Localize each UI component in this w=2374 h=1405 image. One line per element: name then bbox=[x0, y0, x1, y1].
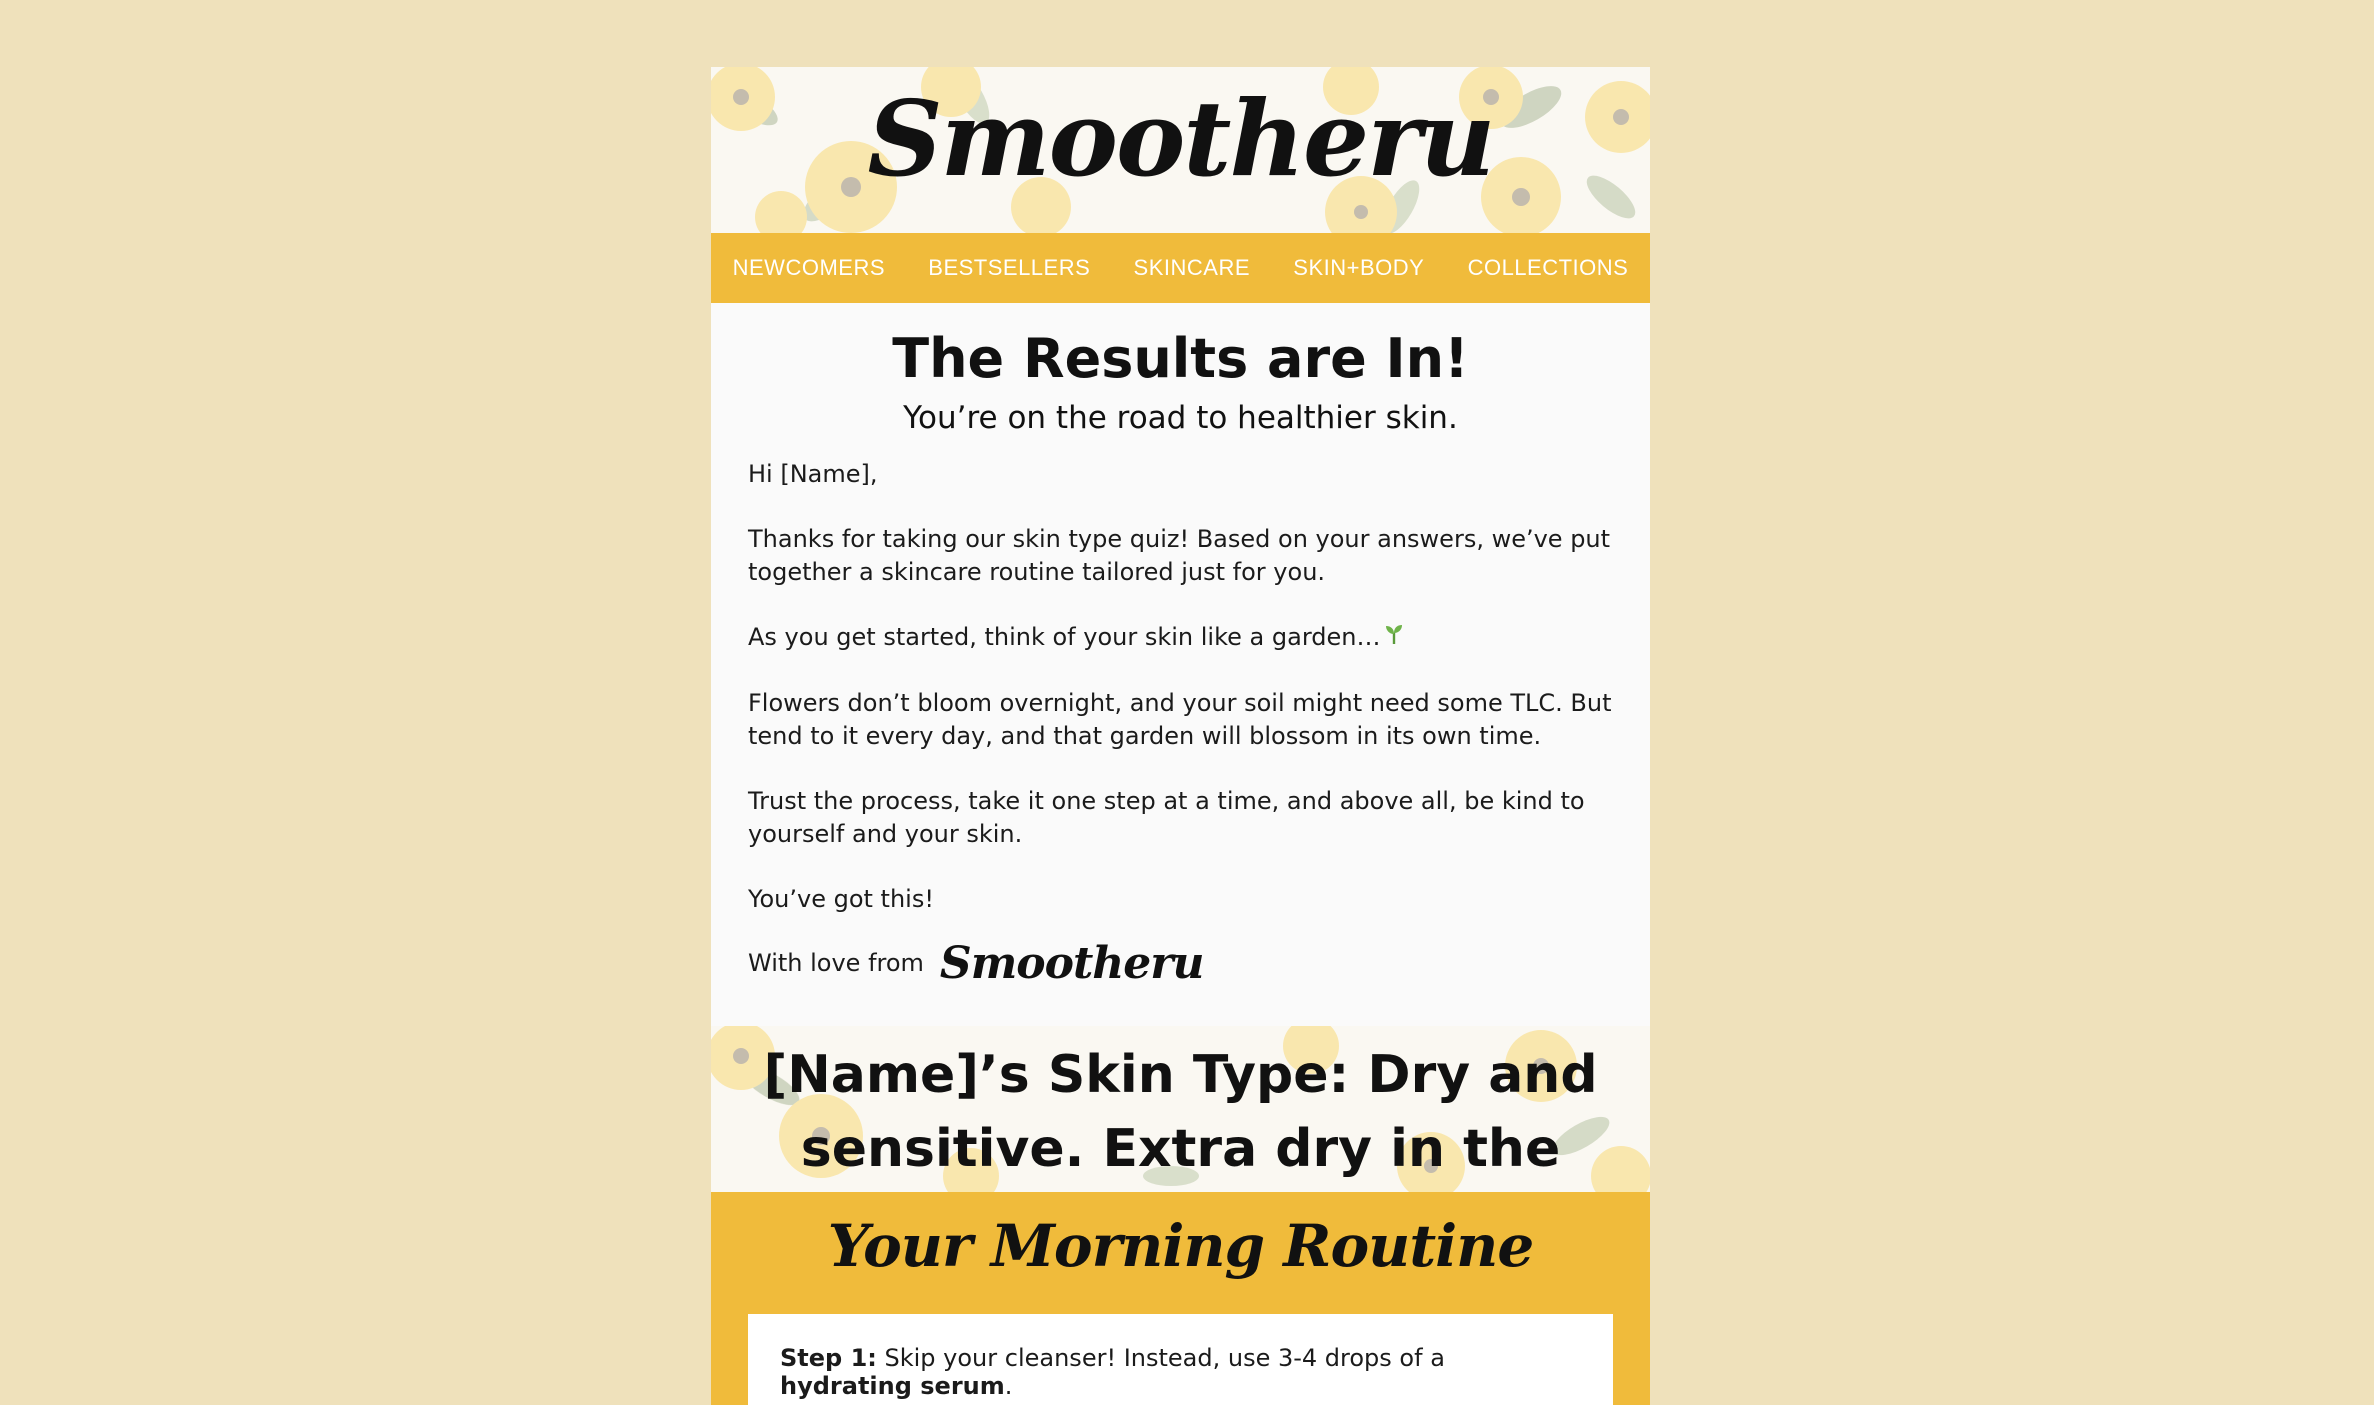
nav-item-collections[interactable]: COLLECTIONS bbox=[1467, 255, 1629, 280]
skin-type-line-1: [Name]’s Skin Type: Dry and bbox=[763, 1044, 1598, 1105]
letter-paragraph: You’ve got this! bbox=[748, 884, 934, 913]
step-text: Skip your cleanser! Instead, use 3-4 drops of a bbox=[876, 1343, 1445, 1372]
step-end: . bbox=[1004, 1371, 1013, 1400]
page-subtitle: You’re on the road to healthier skin. bbox=[903, 400, 1458, 436]
signoff bbox=[748, 934, 1613, 994]
nav-item-skincare[interactable]: SKINCARE bbox=[1133, 255, 1251, 280]
morning-routine-section bbox=[711, 1192, 1650, 1405]
letter-paragraph-text: As you get started, think of your skin like a garden… bbox=[748, 623, 1381, 651]
step-label: Step 1: bbox=[780, 1343, 877, 1372]
routine-title: Your Morning Routine bbox=[827, 1211, 1534, 1280]
routine-step-card bbox=[748, 1314, 1613, 1405]
letter-paragraph: Flowers don’t bloom overnight, and your soil might need some TLC. But tend to it every day, and that garden will blossom in its own time. bbox=[748, 688, 1612, 750]
intro-section bbox=[711, 327, 1650, 994]
nav-item-bestsellers[interactable]: BESTSELLERS bbox=[928, 255, 1091, 280]
letter-paragraph-garden bbox=[748, 621, 1613, 655]
skin-type-line-2: sensitive. Extra dry in the bbox=[800, 1118, 1561, 1179]
page-title: The Results are In! bbox=[892, 327, 1469, 390]
nav-item-newcomers[interactable]: NEWCOMERS bbox=[732, 255, 886, 280]
brand-logo[interactable]: Smootheru bbox=[867, 77, 1494, 200]
header-banner bbox=[711, 67, 1650, 233]
letter-body bbox=[748, 458, 1613, 994]
step-product[interactable]: hydrating serum bbox=[780, 1371, 1005, 1400]
signoff-text: With love from bbox=[748, 949, 924, 977]
letter-paragraph: Thanks for taking our skin type quiz! Based on your answers, we’ve put together a skincare routine tailored just for you. bbox=[748, 525, 1611, 586]
letter-greeting: Hi [Name], bbox=[748, 460, 878, 488]
letter-paragraph: Trust the process, take it one step at a time, and above all, be kind to yourself and your skin. bbox=[748, 786, 1585, 848]
signature-logo: Smootheru bbox=[939, 938, 1204, 989]
skin-type-banner bbox=[711, 1026, 1650, 1192]
main-nav bbox=[711, 233, 1650, 303]
sprout-icon bbox=[1382, 622, 1406, 655]
email-container bbox=[711, 67, 1650, 1405]
nav-item-skin-body[interactable]: SKIN+BODY bbox=[1293, 255, 1425, 280]
skin-type-heading bbox=[711, 1038, 1650, 1192]
